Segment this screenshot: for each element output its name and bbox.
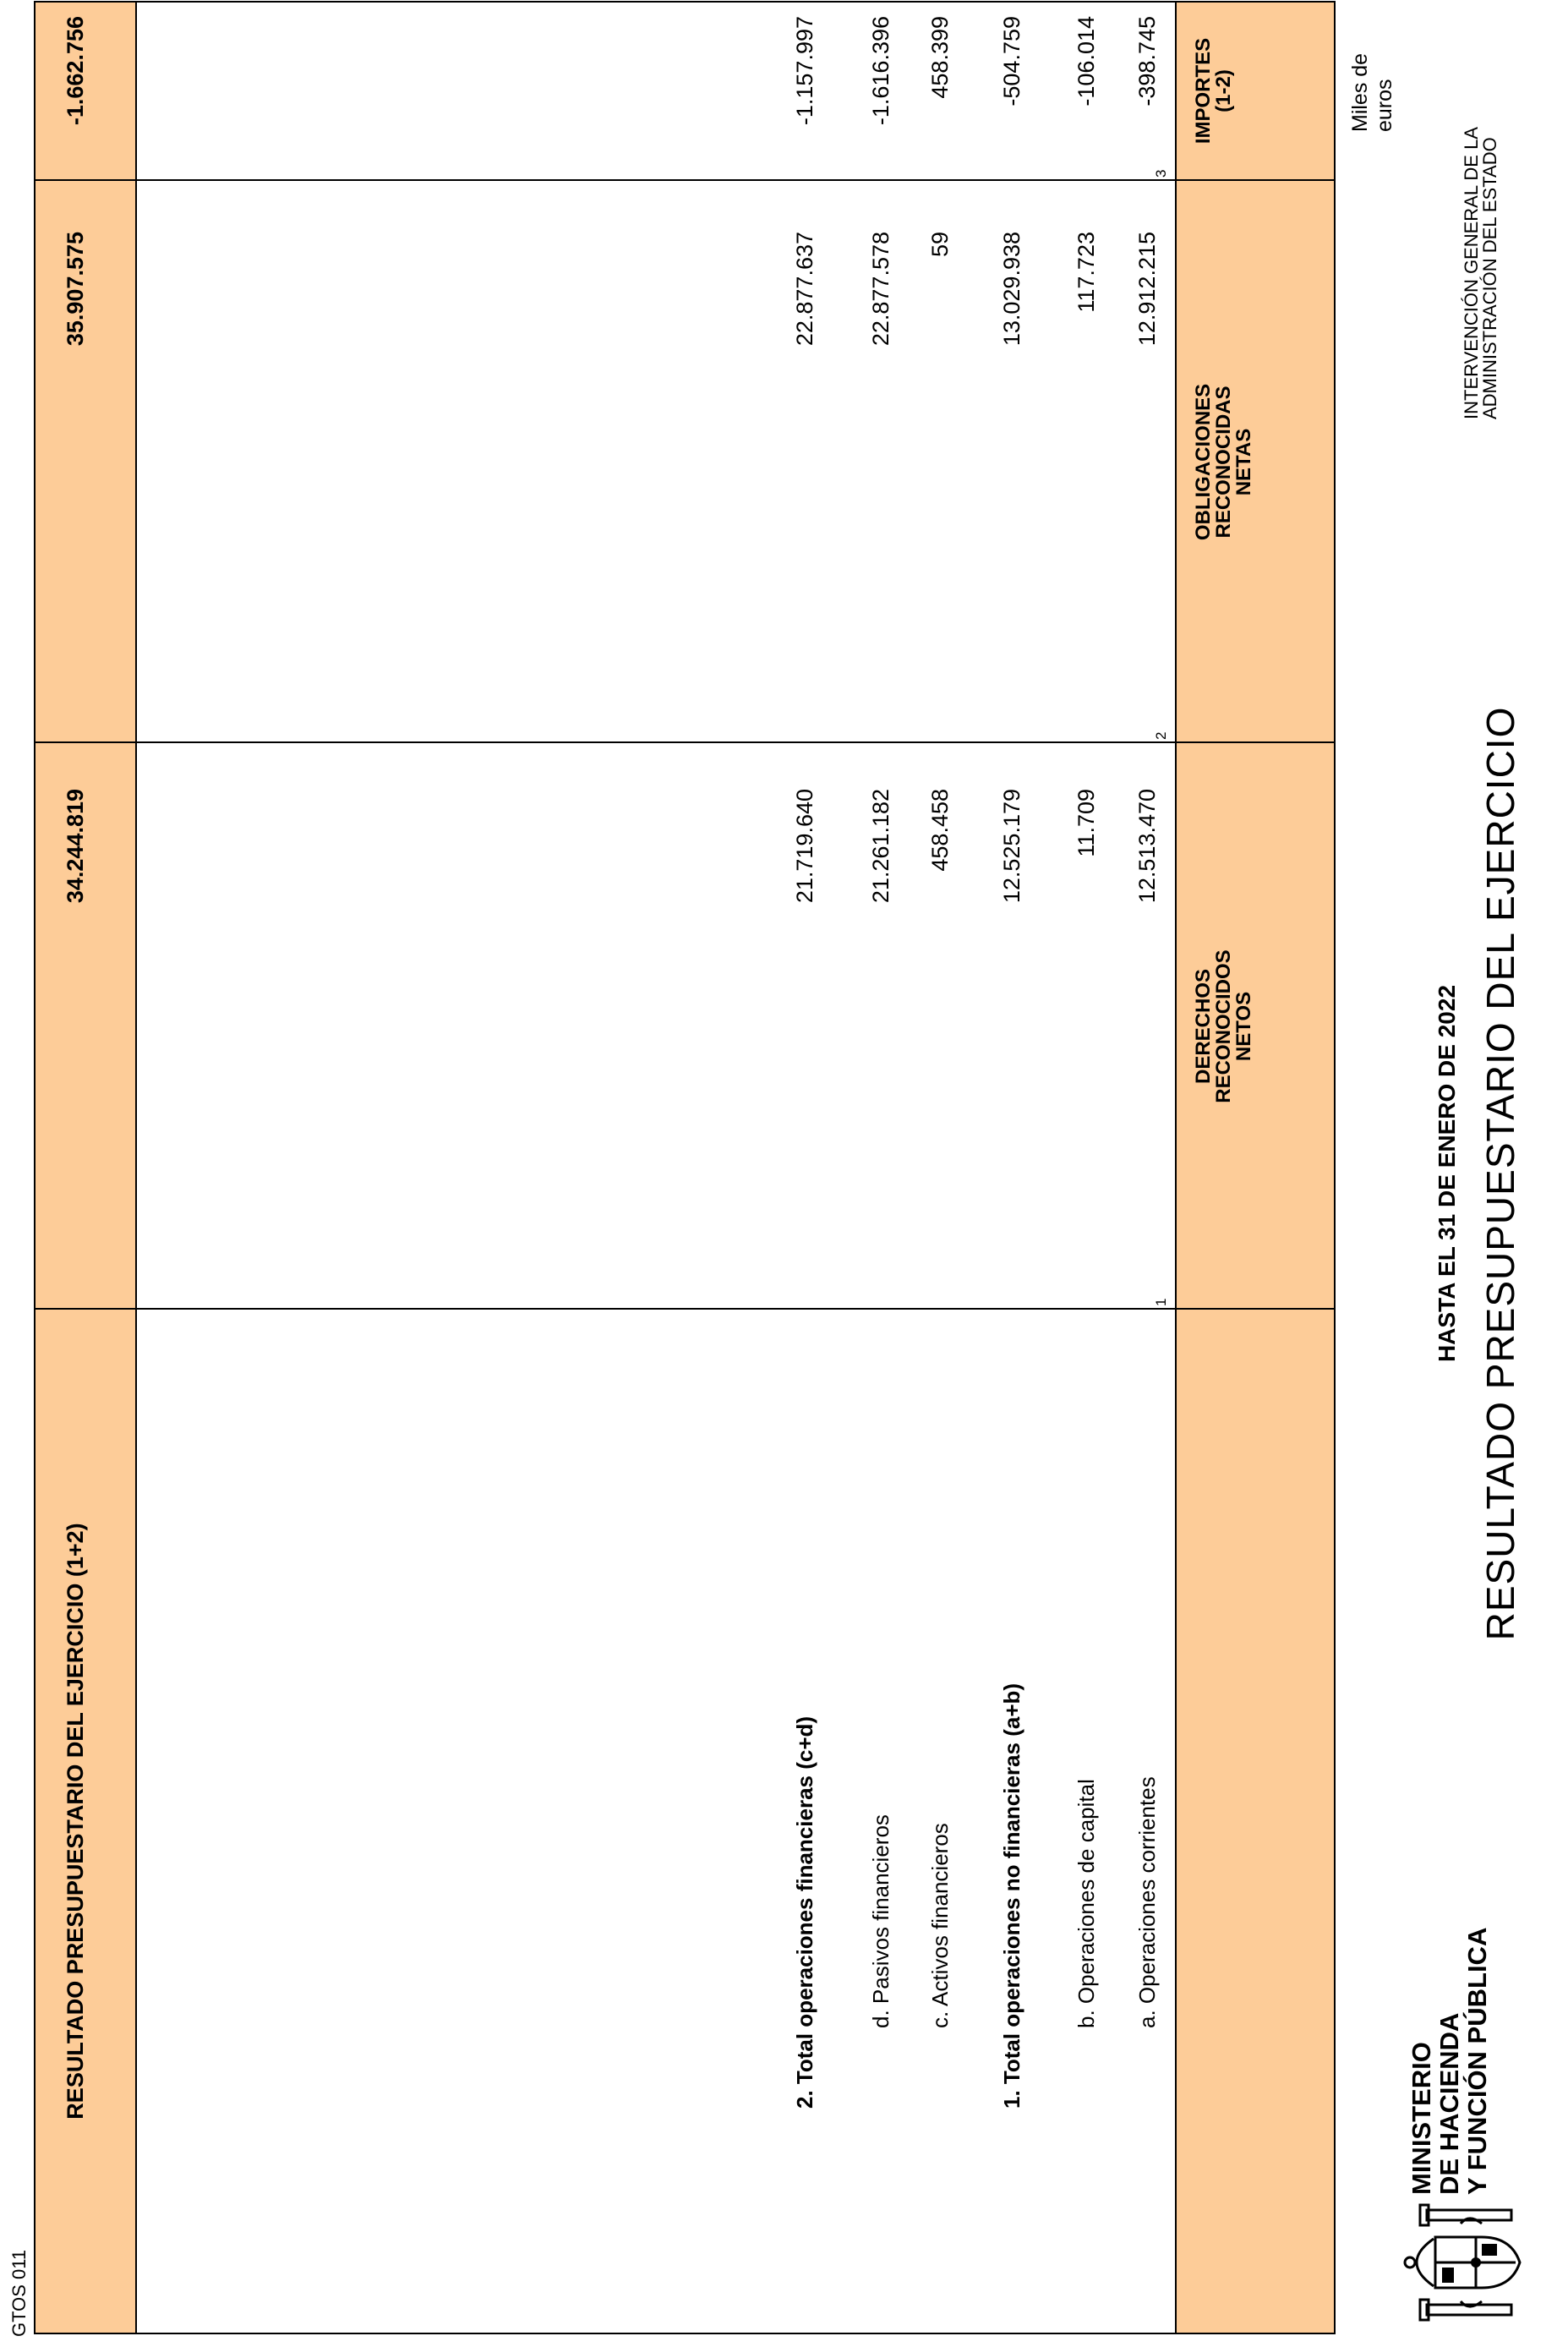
total-divider: [135, 3, 137, 2333]
column-number: 1: [1153, 1298, 1169, 1306]
column-number: 2: [1153, 731, 1169, 740]
column-header-line: (1-2): [1212, 69, 1235, 112]
row-label: c. Activos financieros: [927, 1823, 953, 2028]
total-value: 35.907.575: [63, 232, 88, 347]
units-note: Miles de euros: [1348, 52, 1396, 132]
agency-line: INTERVENCIÓN GENERAL DE LA: [1461, 127, 1482, 419]
row-label: d. Pasivos financieros: [868, 1814, 893, 2028]
row-label: 2. Total operaciones financieras (c+d): [792, 1715, 817, 2109]
column-header-line: NETOS: [1232, 991, 1255, 1062]
cell-value: 13.029.938: [999, 232, 1024, 347]
header-divider: [1175, 3, 1177, 2333]
column-header-line: OBLIGACIONES: [1192, 383, 1215, 541]
ministry-line: MINISTERIO: [1407, 2042, 1436, 2195]
column-header-line: RECONOCIDAS: [1212, 386, 1235, 539]
column-header-line: DERECHOS: [1192, 968, 1215, 1085]
cell-value: 12.513.470: [1134, 789, 1160, 904]
cell-value: 458.458: [927, 789, 953, 872]
column-header-obligaciones: [1194, 181, 1254, 743]
results-table: [34, 1, 1336, 2334]
cell-value: -504.759: [999, 16, 1024, 107]
agency-line: ADMINISTRACIÓN DEL ESTADO: [1479, 137, 1500, 419]
document-subtitle: HASTA EL 31 DE ENERO DE 2022: [1434, 984, 1460, 1363]
cell-value: 59: [927, 232, 953, 258]
total-value: -1.662.756: [63, 16, 88, 126]
column-divider: [36, 1308, 1334, 1310]
cell-value: 22.877.637: [792, 232, 817, 347]
cell-value: 11.709: [1074, 789, 1099, 857]
ministry-line: Y FUNCIÓN PÚBLICA: [1462, 1927, 1492, 2195]
cell-value: 117.723: [1074, 232, 1099, 313]
total-value: 34.244.819: [63, 789, 88, 904]
column-header-derechos: [1194, 743, 1254, 1310]
agency-name: [1462, 127, 1500, 419]
document-title: RESULTADO PRESUPUESTARIO DEL EJERCICIO: [1478, 706, 1522, 1641]
column-divider: [36, 741, 1334, 743]
column-number: 3: [1153, 169, 1169, 178]
cell-value: 21.261.182: [868, 789, 893, 904]
column-header-line: NETAS: [1232, 428, 1255, 496]
cell-value: -1.616.396: [868, 16, 893, 126]
row-label: a. Operaciones corrientes: [1134, 1776, 1160, 2028]
ministry-line: DE HACIENDA: [1434, 2012, 1464, 2195]
cell-value: -398.745: [1134, 16, 1160, 107]
cell-value: 12.912.215: [1134, 232, 1160, 347]
cell-value: 12.525.179: [999, 789, 1024, 904]
total-row-label: RESULTADO PRESUPUESTARIO DEL EJERCICIO (1+2): [63, 1523, 88, 2120]
form-code: GTOS 011: [8, 2249, 30, 2337]
cell-value: 22.877.578: [868, 232, 893, 347]
column-header-line: IMPORTES: [1192, 37, 1215, 145]
column-header-line: RECONOCIDOS: [1212, 949, 1235, 1103]
column-divider: [36, 179, 1334, 181]
cell-value: -1.157.997: [792, 16, 817, 126]
cell-value: 21.719.640: [792, 789, 817, 904]
row-label: b. Operaciones de capital: [1074, 1779, 1099, 2028]
row-label: 1. Total operaciones no financieras (a+b): [999, 1682, 1024, 2109]
cell-value: -106.014: [1074, 16, 1099, 107]
column-header-importes: [1194, 1, 1234, 181]
cell-value: 458.399: [927, 16, 953, 99]
